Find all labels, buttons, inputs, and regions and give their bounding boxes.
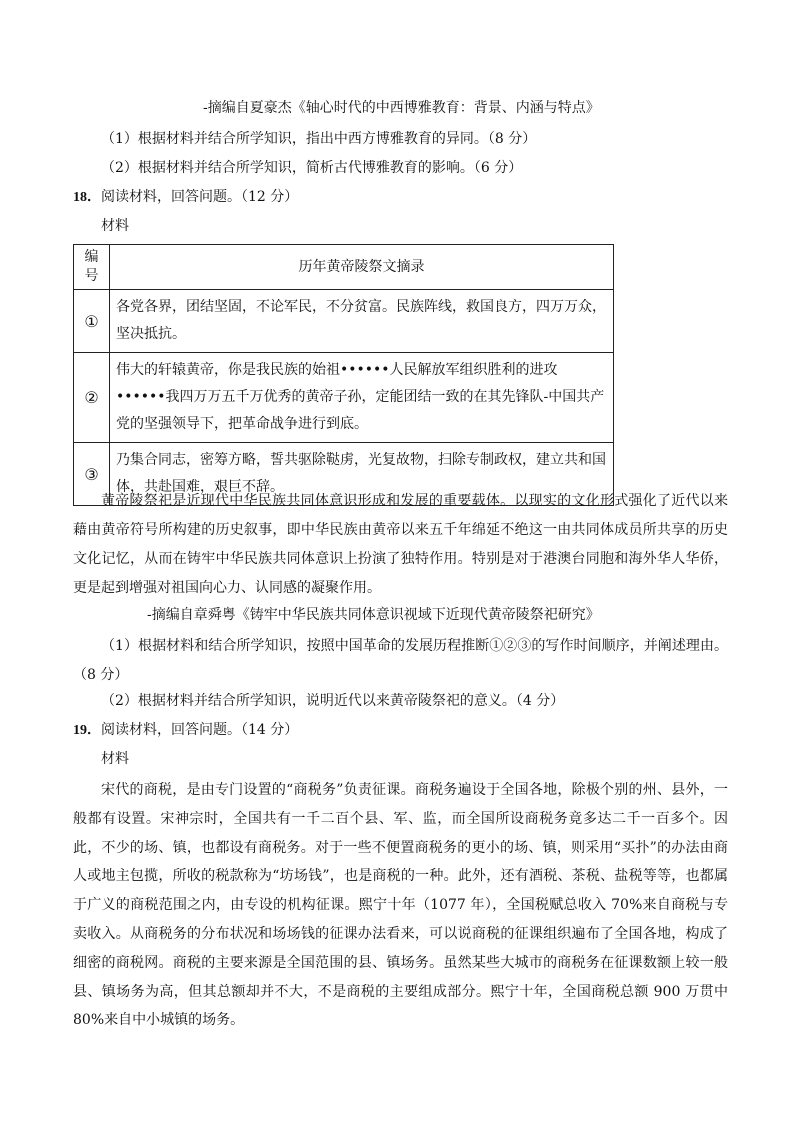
table-row <box>74 290 614 353</box>
q18-stem: 阅读材料，回答问题。（12 分） <box>101 189 299 205</box>
q19-number: 19． <box>73 723 101 738</box>
table-row <box>74 353 614 443</box>
q19-paragraph: 宋代的商税，是由专门设置的“商税务”负责征课。商税务遍设于全国各地，除极个别的州、县外，一般都有设置。宋神宗时，全国共有一千二百个县、军、监，而全国所设商税务竟多达二千一百多个。因此，不少的场、镇，也都设有商税务。对于一些不便置商税务的更小的场、镇，则采用“买扑”的办法由商人或地主包揽，所收的税款称为“坊场钱”，也是商税的一种。此外，还有酒税、茶税、盐税等等，也都属于广义的商税范围之内，由专设的机构征课。熙宁十年（1077 年），全国税赋总收入 70%来自商税与专卖收入。从商税务的分布状况和场场钱的征课办法看来，可以说商税的征课组织遍布了全国各地，构成了细密的商税网。商税的主要来源是全国范围的县、镇场务。虽然某些大城市的商税务在征课数额上较一般县、镇场务为高，但其总额却并不大，不是商税的主要组成部分。熙宁十年，全国商税总额 900 万贯中 80%来自中小城镇的场务。 <box>73 782 728 1029</box>
q17-source: -摘编自夏豪杰《轴心时代的中西博雅教育：背景、内涵与特点》 <box>203 100 600 116</box>
table-row-text: 各党各界，团结坚固，不论军民，不分贫富。民族阵线，救国良方，四万万众，坚决抵抗。 <box>110 290 614 353</box>
q17-sub-question-2: （2）根据材料并结合所学知识，简析古代博雅教育的影响。（6 分） <box>101 160 523 176</box>
table-row-index: ② <box>74 353 110 443</box>
q18-sub-question-1: （1）根据材料和结合所学知识，按照中国革命的发展历程推断①②③的写作时间顺序，并阐述理由。（8 分） <box>73 638 728 683</box>
q18-heading <box>73 185 298 210</box>
q18-sub-question-2: （2）根据材料并结合所学知识，说明近代以来黄帝陵祭祀的意义。（4 分） <box>101 693 565 709</box>
q18-paragraph: 黄帝陵祭祀是近现代中华民族共同体意识形成和发展的重要载体。以现实的文化形式强化了近代以来藉由黄帝符号所构建的历史叙事，即中华民族由黄帝以来五千年绵延不绝这一由共同体成员所共享的历史文化记忆，从而在铸牢中华民族共同体意识上扮演了独特作用。特别是对于港澳台同胞和海外华人华侨，更是起到增强对祖国向心力、认同感的凝聚作用。 <box>73 493 728 596</box>
q17-sub-question-1: （1）根据材料并结合所学知识，指出中西方博雅教育的异同。（8 分） <box>101 131 537 147</box>
q18-material-label: 材料 <box>101 218 129 234</box>
table-row-text: 乃集合同志，密筹方略，誓共驱除鞑虏，光复故物，扫除专制政权，建立共和国体，共赴国难，艰巨不辞。 <box>110 443 614 506</box>
q18-source: -摘编自章舜粤《铸牢中华民族共同体意识视域下近现代黄帝陵祭祀研究》 <box>147 607 600 623</box>
q19-stem: 阅读材料，回答问题。（14 分） <box>101 722 299 738</box>
table-row-text: 伟大的轩辕黄帝，你是我民族的始祖••••••人民解放军组织胜利的进攻••••••我四万万五千万优秀的黄帝子孙，定能团结一致的在其先锋队-中国共产党的坚强领导下，把革命战争进行到底。 <box>110 353 614 443</box>
q19-material-label: 材料 <box>101 751 129 767</box>
q18-material-table <box>73 244 614 506</box>
table-row-index: ① <box>74 290 110 353</box>
table-header-title: 历年黄帝陵祭文摘录 <box>110 245 614 290</box>
q19-heading <box>73 718 298 743</box>
table-row-index: ③ <box>74 443 110 506</box>
q18-number: 18． <box>73 190 101 205</box>
table-header-number: 编号 <box>74 245 110 290</box>
table-header-row <box>74 245 614 290</box>
